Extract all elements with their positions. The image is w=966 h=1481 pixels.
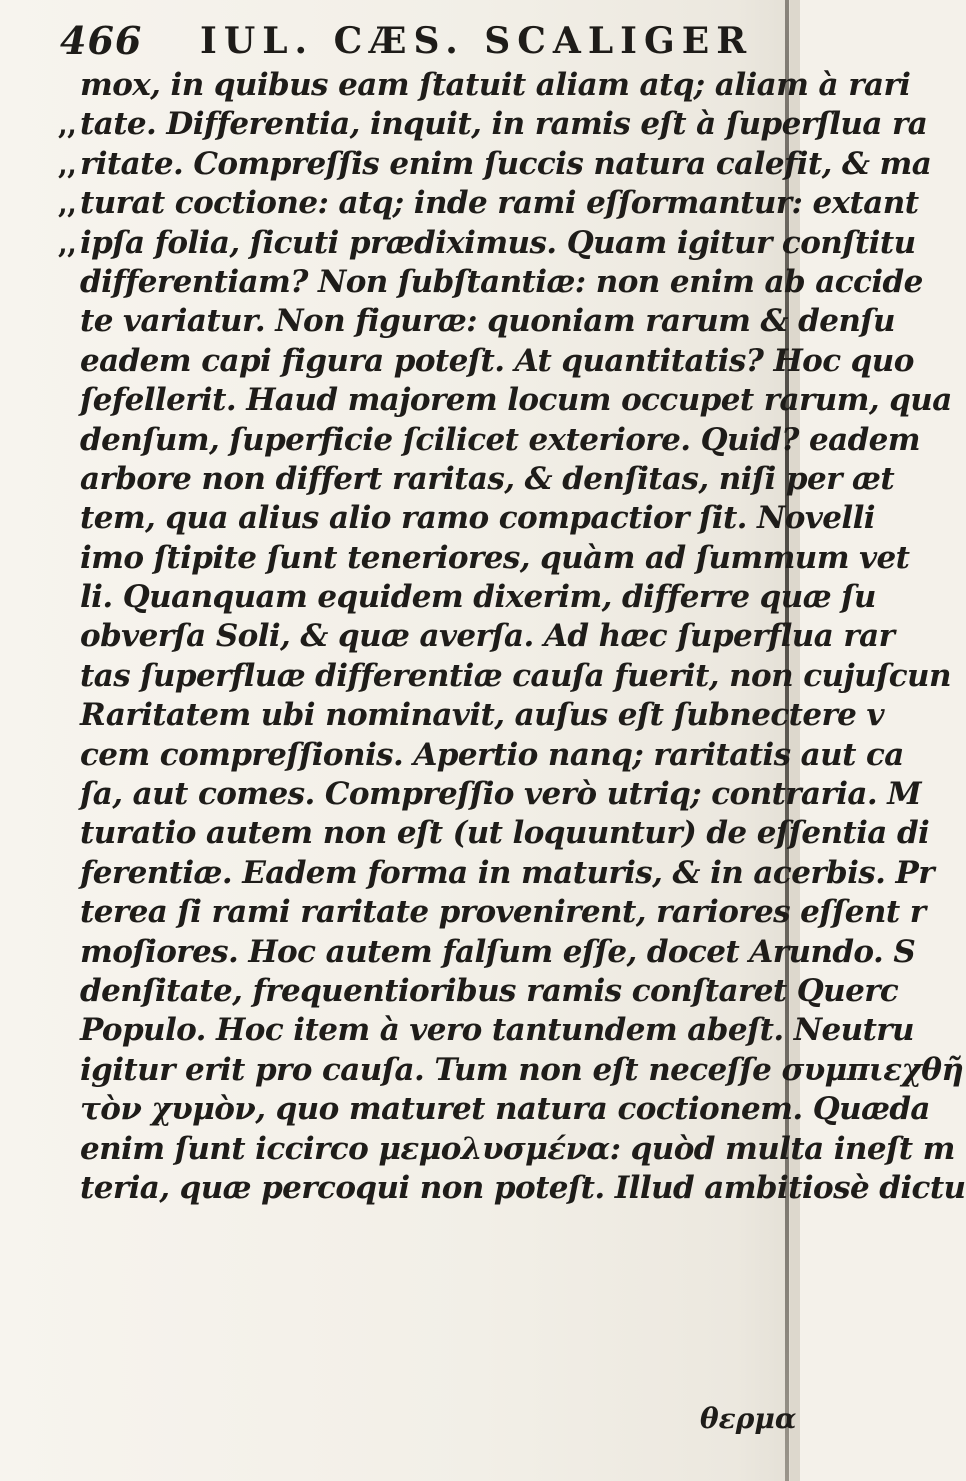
- text-line-content: ritate. Compreſſis enim ſuccis natura calefit, & ma: [80, 145, 932, 182]
- text-line-content: eadem capi figura poteſt. At quantitatis? Hoc quo: [80, 342, 914, 379]
- text-line-content: tate. Differentia, inquit, in ramis eſt à ſuperſlua ra: [80, 106, 928, 143]
- text-line-content: moſiores. Hoc autem falſum eſſe, docet Arundo. S: [80, 933, 916, 970]
- text-line: [80, 460, 895, 499]
- text-line: [80, 893, 926, 932]
- catchword: θερμα: [700, 1402, 797, 1435]
- text-line-content: igitur erit pro cauſa. Tum non eſt neceſſe συμπιεχθῆ: [80, 1051, 964, 1088]
- text-line: [80, 263, 923, 302]
- text-line-content: denſitate, frequentioribus ramis conſtaret Querc: [80, 972, 899, 1009]
- text-line: [58, 224, 916, 263]
- text-line: [80, 1130, 955, 1169]
- text-line: [80, 775, 921, 814]
- text-line: [80, 854, 934, 893]
- text-line: [58, 184, 919, 223]
- text-line: [80, 421, 920, 460]
- text-line-content: enim ſunt iccirco μεμολυσμένα: quòd multa ineſt m: [80, 1130, 955, 1167]
- text-line: [80, 1169, 966, 1208]
- text-line-content: Populo. Hoc item à vero tantundem abeſt. Neutru: [80, 1012, 914, 1049]
- text-line: [80, 302, 895, 341]
- text-line-content: Raritatem ubi nominavit, auſus eſt ſubnectere v: [80, 697, 884, 734]
- text-line: [80, 539, 910, 578]
- text-line: [80, 499, 875, 538]
- text-line: [80, 1090, 930, 1129]
- text-line: [80, 617, 895, 656]
- text-line-content: cem compreſſionis. Apertio nanq; raritatis aut ca: [80, 736, 904, 773]
- quotation-mark: ,,: [58, 108, 77, 142]
- text-line: [80, 342, 914, 381]
- running-head: IUL. CÆS. SCALIGER: [200, 20, 754, 62]
- text-line-content: teria, quæ percoqui non poteſt. Illud ambitiosè dictu: [80, 1169, 966, 1206]
- text-line: [80, 381, 952, 420]
- text-line: [80, 972, 899, 1011]
- text-line: [80, 814, 930, 853]
- text-line-content: imo ſtipite ſunt teneriores, quàm ad ſummum vet: [80, 539, 910, 576]
- text-line-content: tas ſuperfluæ differentiæ cauſa fuerit, non cujuſcun: [80, 657, 951, 694]
- text-body: [58, 66, 966, 1446]
- text-line: [58, 105, 928, 144]
- text-line-content: te variatur. Non figuræ: quoniam rarum & denſu: [80, 303, 895, 340]
- text-line: [80, 1011, 914, 1050]
- quotation-mark: ,,: [58, 147, 77, 181]
- text-line: [80, 696, 884, 735]
- text-line-content: differentiam? Non ſubſtantiæ: non enim ab accide: [80, 263, 923, 300]
- text-line: [80, 736, 904, 775]
- quotation-mark: ,,: [58, 187, 77, 221]
- text-line-content: obverſa Soli, & quæ averſa. Ad hæc ſuperflua rar: [80, 618, 895, 655]
- text-line: [80, 933, 916, 972]
- text-line-content: ſefellerit. Haud majorem locum occupet rarum, qua: [80, 382, 952, 419]
- text-line-content: mox, in quibus eam ſtatuit aliam atq; aliam à rari: [80, 67, 911, 103]
- text-line-content: ſa, aut comes. Compreſſio verò utriq; contraria. M: [80, 776, 921, 813]
- text-line-content: tem, qua alius alio ramo compactior ſit. Novelli: [80, 500, 875, 537]
- text-line: [80, 66, 911, 105]
- text-line-content: τὸν χυμὸν, quo maturet natura coctionem. Quæda: [80, 1091, 930, 1128]
- text-line-content: ipſa folia, ſicuti prædiximus. Quam igitur conſtitu: [80, 224, 916, 261]
- text-line: [80, 657, 951, 696]
- text-line: [58, 145, 932, 184]
- text-line: [80, 1051, 964, 1090]
- text-line-content: turat coctione: atq; inde rami eſſormantur: extant: [80, 185, 919, 222]
- page-header: [60, 18, 785, 68]
- text-line-content: ferentiæ. Eadem forma in maturis, & in acerbis. Pr: [80, 854, 934, 891]
- text-line-content: li. Quanquam equidem dixerim, differre quæ ſu: [80, 579, 876, 616]
- text-line-content: turatio autem non eſt (ut loquuntur) de eſſentia di: [80, 815, 930, 852]
- text-line-content: denſum, ſuperficie ſcilicet exteriore. Quid? eadem: [80, 421, 920, 458]
- text-line: [80, 578, 876, 617]
- text-line-content: arbore non differt raritas, & denſitas, niſi per æt: [80, 460, 895, 497]
- page-number: 466: [60, 18, 143, 63]
- quotation-mark: ,,: [58, 226, 77, 260]
- text-line-content: terea ſi rami raritate provenirent, rariores eſſent r: [80, 894, 926, 931]
